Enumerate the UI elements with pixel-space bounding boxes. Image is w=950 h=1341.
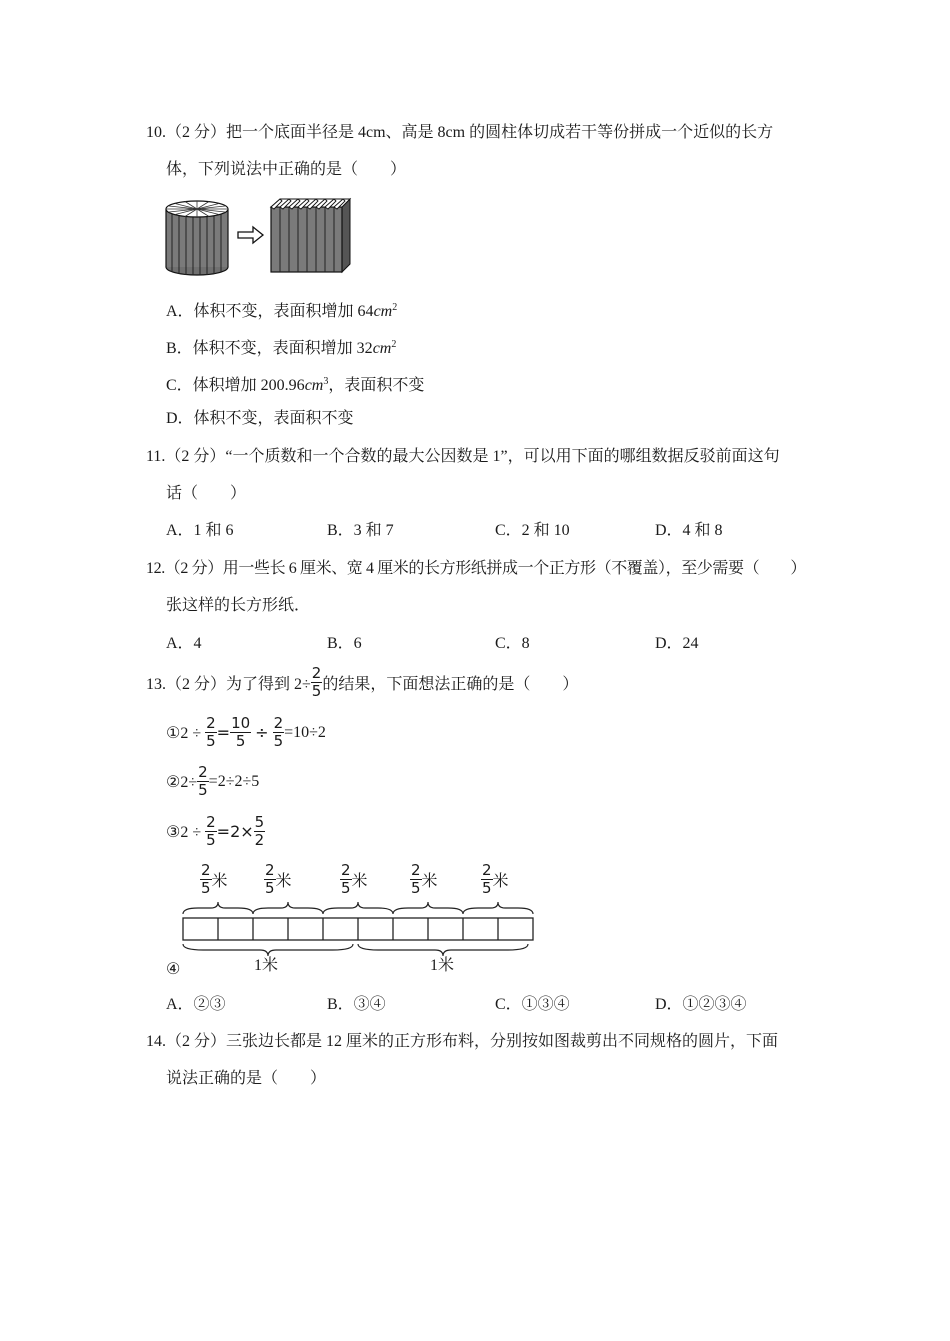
q10-option-b[interactable] [166, 335, 396, 359]
q11-stem-line1: 11.（2 分）“一个质数和一个合数的最大公因数是 1”，可以用下面的哪组数据反驳前面这句 [146, 448, 780, 465]
q13-option-c[interactable]: C．①③④ [495, 996, 570, 1013]
exponent: 2 [391, 339, 397, 350]
q11-option-a[interactable]: A．1 和 6 [166, 522, 234, 539]
q12-option-a[interactable]: A．4 [166, 635, 202, 652]
divide-sign: ÷ [255, 723, 269, 742]
q13-stem-pre: 13.（2 分）为了得到 2÷ [146, 676, 311, 693]
q13-stem-post: 的结果，下面想法正确的是（ ） [322, 676, 579, 693]
q13-option-b[interactable]: B．③④ [327, 996, 386, 1013]
meter-label-1: 1米 [254, 957, 279, 974]
method-2-tail: =2÷2÷5 [208, 772, 260, 790]
q12-stem-line2: 张这样的长方形纸． [166, 597, 311, 614]
q11-option-b[interactable]: B．3 和 7 [327, 522, 394, 539]
segment-label-2: $\frac{2}{5}$ 米 [265, 861, 292, 897]
cylinder-figure [166, 201, 228, 275]
q10-option-d[interactable] [166, 409, 354, 429]
q11-stem-line2: 话（ ） [166, 485, 247, 502]
method-3-mid: =2× [216, 822, 254, 841]
cuboid-figure [271, 199, 350, 272]
segment-label-4: $\frac{2}{5}$ 米 [411, 861, 438, 897]
q10-option-c[interactable] [166, 372, 424, 396]
meter-label-2: 1米 [430, 957, 455, 974]
fraction: $\frac{5}{2}$ [254, 813, 265, 849]
exponent: 2 [392, 302, 398, 313]
q13-method-1 [166, 716, 326, 749]
q13-stem [146, 666, 578, 699]
top-braces [183, 902, 533, 914]
cylinder-to-cuboid-figure [163, 195, 358, 280]
unit-cm: cm [304, 377, 324, 394]
q10-option-c-text: C．体积增加 200.96 [166, 377, 305, 394]
fraction: $\frac{2}{5}$ [311, 664, 322, 700]
exponent: 3 [323, 376, 329, 387]
q13-option-a[interactable]: A．②③ [166, 996, 226, 1013]
fraction: $\frac{2}{5}$ [411, 861, 421, 897]
fraction: $\frac{2}{5}$ [482, 861, 492, 897]
q10-option-a-text: A．体积不变，表面积增加 64 [166, 303, 374, 320]
q10-option-d-text: D．体积不变，表面积不变 [166, 410, 354, 427]
fraction: $\frac{2}{5}$ [265, 861, 275, 897]
equals: = [216, 723, 231, 742]
fraction: $\frac{2}{5}$ [201, 861, 211, 897]
arrow-right-icon [238, 227, 263, 243]
q10-stem-line1: 10.（2 分）把一个底面半径是 4cm、高是 8cm 的圆柱体切成若干等份拼成一个近似的长方 [146, 124, 774, 141]
method-2-label: ②2÷ [166, 773, 198, 791]
fraction: $\frac{2}{5}$ [206, 813, 216, 849]
segment-bar [183, 918, 533, 940]
q13-option-d[interactable]: D．①②③④ [655, 996, 747, 1013]
fraction: $\frac{2}{5}$ [206, 714, 216, 750]
segment-label-1: $\frac{2}{5}$ 米 [201, 861, 228, 897]
bottom-braces [183, 944, 528, 956]
q11-option-c[interactable]: C．2 和 10 [495, 522, 570, 539]
q13-method-2 [166, 765, 259, 798]
q13-method-3 [166, 815, 265, 848]
q12-option-c[interactable]: C．8 [495, 635, 530, 652]
segment-diagram [178, 898, 540, 958]
method-3-label: ③2 ÷ [166, 823, 202, 841]
q11-option-d[interactable]: D．4 和 8 [655, 522, 723, 539]
q10-option-a[interactable] [166, 298, 397, 322]
segment-label-3: $\frac{2}{5}$ 米 [341, 861, 368, 897]
q12-stem-line1: 12.（2 分）用一些长 6 厘米、宽 4 厘米的长方形纸拼成一个正方形（不覆盖），至少需要（ ） [146, 560, 807, 577]
fraction: $\frac{10}{5}$ [231, 714, 251, 750]
method-1-tail: =10÷2 [284, 723, 326, 741]
q14-stem-line1: 14.（2 分）三张边长都是 12 厘米的正方形布料，分别按如图裁剪出不同规格的圆片，下面 [146, 1033, 779, 1050]
q12-option-d[interactable]: D．24 [655, 635, 699, 652]
q14-stem-line2: 说法正确的是（ ） [166, 1070, 327, 1087]
method-1-label: ①2 ÷ [166, 724, 202, 742]
method-4-label: ④ [166, 961, 181, 978]
q10-option-c-tail: ，表面积不变 [328, 377, 425, 394]
q10-stem-line2: 体，下列说法中正确的是（ ） [166, 161, 407, 178]
fraction: $\frac{2}{5}$ [273, 714, 284, 750]
q12-option-b[interactable]: B．6 [327, 635, 362, 652]
segment-label-5: $\frac{2}{5}$ 米 [482, 861, 509, 897]
q10-option-b-text: B．体积不变，表面积增加 32 [166, 340, 373, 357]
fraction: $\frac{2}{5}$ [341, 861, 351, 897]
unit-cm: cm [373, 303, 393, 320]
fraction: $\frac{2}{5}$ [198, 763, 208, 799]
unit-cm: cm [372, 340, 392, 357]
